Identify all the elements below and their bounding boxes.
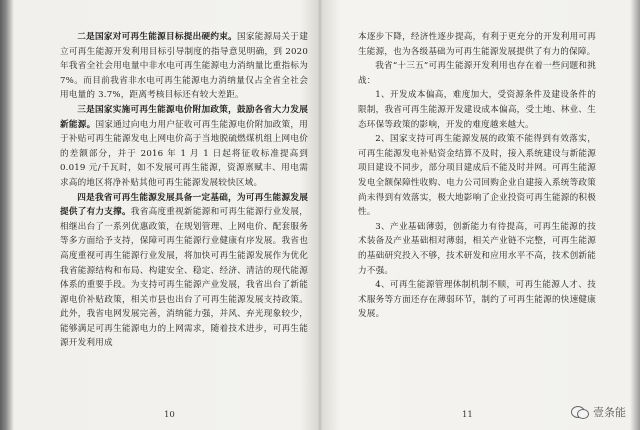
paragraph-lead: 四是我省可再生能源发展具备一定基础，为可再生能源发展提供了有力支撑。 — [60, 192, 308, 218]
right-paragraph-5 — [358, 220, 596, 278]
right-paragraph-2 — [358, 59, 596, 88]
right-paragraph-4 — [358, 132, 596, 220]
right-paragraph-6 — [358, 278, 596, 322]
watermark-text: 壹条能 — [593, 406, 626, 419]
left-paragraph-2 — [60, 103, 308, 191]
left-paragraph-1 — [60, 30, 308, 103]
right-paragraph-1 — [358, 30, 596, 59]
paragraph-text: 我省“十三五”可再生能源开发利用也存在着一些问题和挑战： — [358, 61, 596, 86]
paragraph-text: 1、开发成本偏高，难度加大，受资源条件及建设条件的限制，我省可再生能源开发建设成本偏高，受土地、林业、生态环保等政策的影响，开发的难度越来越大。 — [358, 90, 596, 130]
left-page — [14, 0, 318, 430]
right-paragraph-3 — [358, 88, 596, 132]
right-page — [322, 0, 630, 430]
left-paragraph-3 — [60, 191, 308, 352]
paragraph-text: 国家能源局关于建立可再生能源开发利用目标引导制度的指导意见明确，到 2020 年我省全社会用电量中非水电可再生能源电力消纳量比重指标为 7%。而目前我省非水电可再生能源电力消纳量仅占全省全社会用电量的 3.7%，距离考核目标还有较大差距。 — [60, 32, 308, 101]
paragraph-text: 3、产业基础薄弱，创新能力有待提高，可再生能源的技术装备及产业基础相对薄弱，相关产业链不完整，可再生能源的基础研究投入不够，技术研发和应用水平不高，技术创新能力不强。 — [358, 221, 596, 276]
paragraph-text: 国家通过向电力用户征收可再生能源电价附加政策，用于补贴可再生能源发电上网电价高于当地脱硫燃煤机组上网电价的差额部分，并于 2016 年 1 月 1 日起将征收标准提高到 0.019 元/千瓦时，如不发展可再生能源，资源禀赋丰、用电需求高的地区将净补贴其他可再生能源发展较快区域。 — [60, 119, 308, 188]
paragraph-lead: 二是国家对可再生能源目标提出硬约束。 — [77, 32, 238, 42]
paragraph-text: 我省高度重视新能源和可再生能源行业发展，相继出台了一系列优惠政策，在规划管理、上网电价、配套服务等多方面给予支持，保障可再生能源行业健康有序发展。我省也高度重视可再生能源行业发展，将加快可再生能源发展作为优化我省能源结构和布局、构建安全、稳定、经济、清洁的现代能源体系的重要手段。为支持可再生能源产业发展，我省出台了新能源电价补贴政策，相关市县也出台了可再生能源发展支持政策。此外，我省电网发展完善，消纳能力强，并风、弃光现象较少，能够满足可再生能源电力的上网需求，随着技术进步，可再生能源开发利用成 — [60, 207, 308, 349]
paragraph-text: 4、可再生能源管理体制机制不顺，可再生能源人才、技术服务等方面还存在薄弱环节，制约了可再生能源的快速健康发展。 — [358, 280, 596, 320]
page-number: 11 — [462, 410, 473, 420]
paragraph-lead: 三是国家实施可再生能源电价附加政策，鼓励各省大力发展新能源。 — [60, 104, 308, 130]
page-number: 10 — [164, 410, 175, 420]
wechat-icon — [571, 405, 589, 419]
paragraph-text: 本逐步下降，经济性逐步提高，有利于更充分的开发利用可再生能源，也为各级基础为可再生能源发展提供了有力的保障。 — [358, 32, 596, 57]
watermark — [571, 404, 626, 420]
paragraph-text: 2、国家支持可再生能源发展的政策不能得到有效落实，可再生能源发电补贴资金结算不及时，接入系统建设与新能源项目建设不同步，部分项目建成后不能及时并网。可再生能源发电全额保障性收购、电力公司回购企业自建接入系统等政策尚未得到有效落实，极大地影响了企业投资可再生能源的积极性。 — [358, 134, 596, 218]
